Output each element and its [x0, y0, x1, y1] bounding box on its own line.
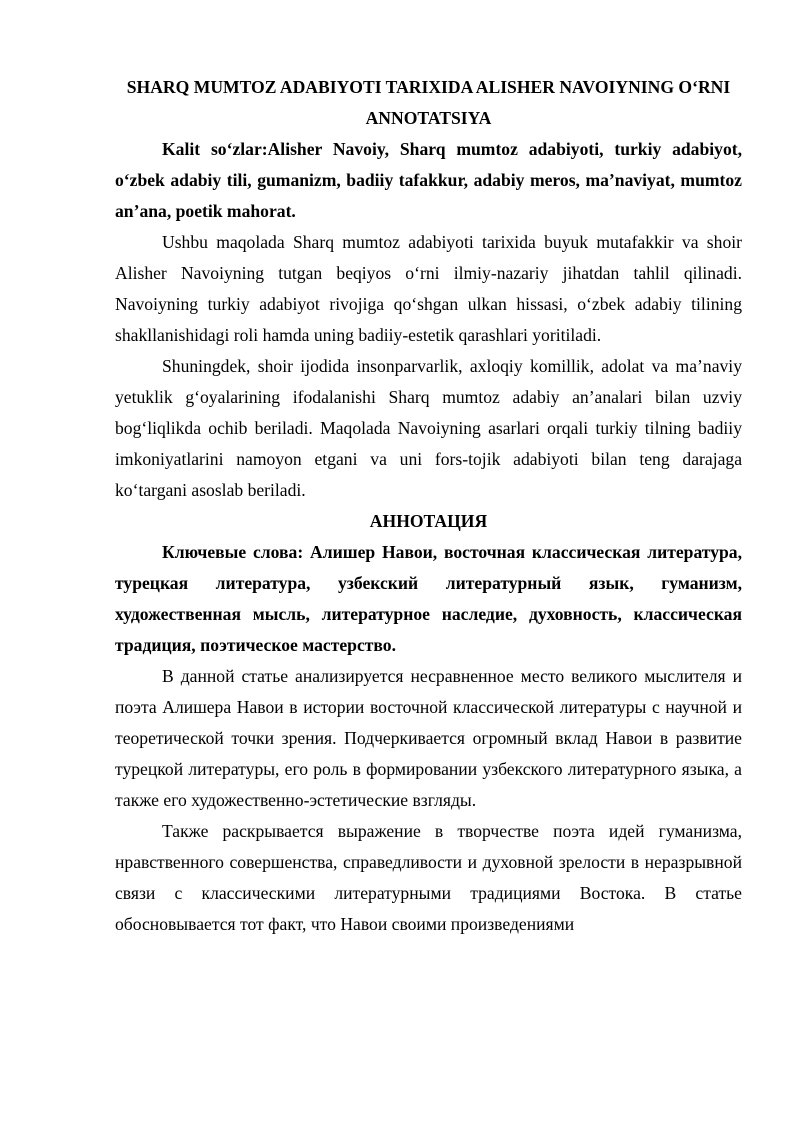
document-body: [115, 72, 742, 940]
uz-annotation-heading: ANNOTATSIYA: [365, 108, 492, 128]
uz-paragraph-2: Shuningdek, shoir ijodida insonparvarlik, axloqiy komillik, adolat va ma’naviy yetuklik g‘oyalarining ifodalanishi Sharq mumtoz adabiy an’analari bilan uzviy bog‘liqlikda ochib beriladi. Maqolada Navoiyning asarlari orqali turkiy tilning badiiy imkoniyatlarini namoyon etgani va uni fors-tojik adabiyoti bilan teng darajaga ko‘targani asoslab beriladi.: [115, 356, 742, 500]
ru-keywords: Ключевые слова: Алишер Навои, восточная классическая литература, турецкая литература, узбекский литературный язык, гуманизм, художественная мысль, литературное наследие, духовность, классическая традиция, поэтическое мастерство.: [115, 542, 742, 655]
article-title: SHARQ MUMTOZ ADABIYOTI TARIXIDA ALISHER NAVOIYNING O‘RNI: [126, 77, 731, 97]
ru-paragraph-1: В данной статье анализируется несравненное место великого мыслителя и поэта Алишера Навои в истории восточной классической литературы с научной и теоретической точки зрения. Подчеркивается огромный вклад Навои в развитие турецкой литературы, его роль в формировании узбекского литературного языка, а также его художественно-эстетические взгляды.: [115, 666, 742, 810]
uz-paragraph-1: Ushbu maqolada Sharq mumtoz adabiyoti tarixida buyuk mutafakkir va shoir Alisher Navoiyning tutgan beqiyos o‘rni ilmiy-nazariy jihatdan tahlil qilinadi. Navoiyning turkiy adabiyot rivojiga qo‘shgan ulkan hissasi, o‘zbek adabiy tilining shakllanishidagi roli hamda uning badiiy-estetik qarashlari yoritiladi.: [115, 232, 742, 345]
ru-annotation-heading: АННОТАЦИЯ: [369, 511, 488, 531]
ru-paragraph-2: Также раскрывается выражение в творчестве поэта идей гуманизма, нравственного совершенства, справедливости и духовной зрелости в неразрывной связи с классическими литературными традициями Востока. В статье обосновывается тот факт, что Навои своими произведениями: [115, 821, 742, 934]
uz-keywords: Kalit so‘zlar:Alisher Navoiy, Sharq mumtoz adabiyoti, turkiy adabiyot, o‘zbek adabiy tili, gumanizm, badiiy tafakkur, adabiy meros, ma’naviyat, mumtoz an’ana, poetik mahorat.: [115, 139, 742, 221]
